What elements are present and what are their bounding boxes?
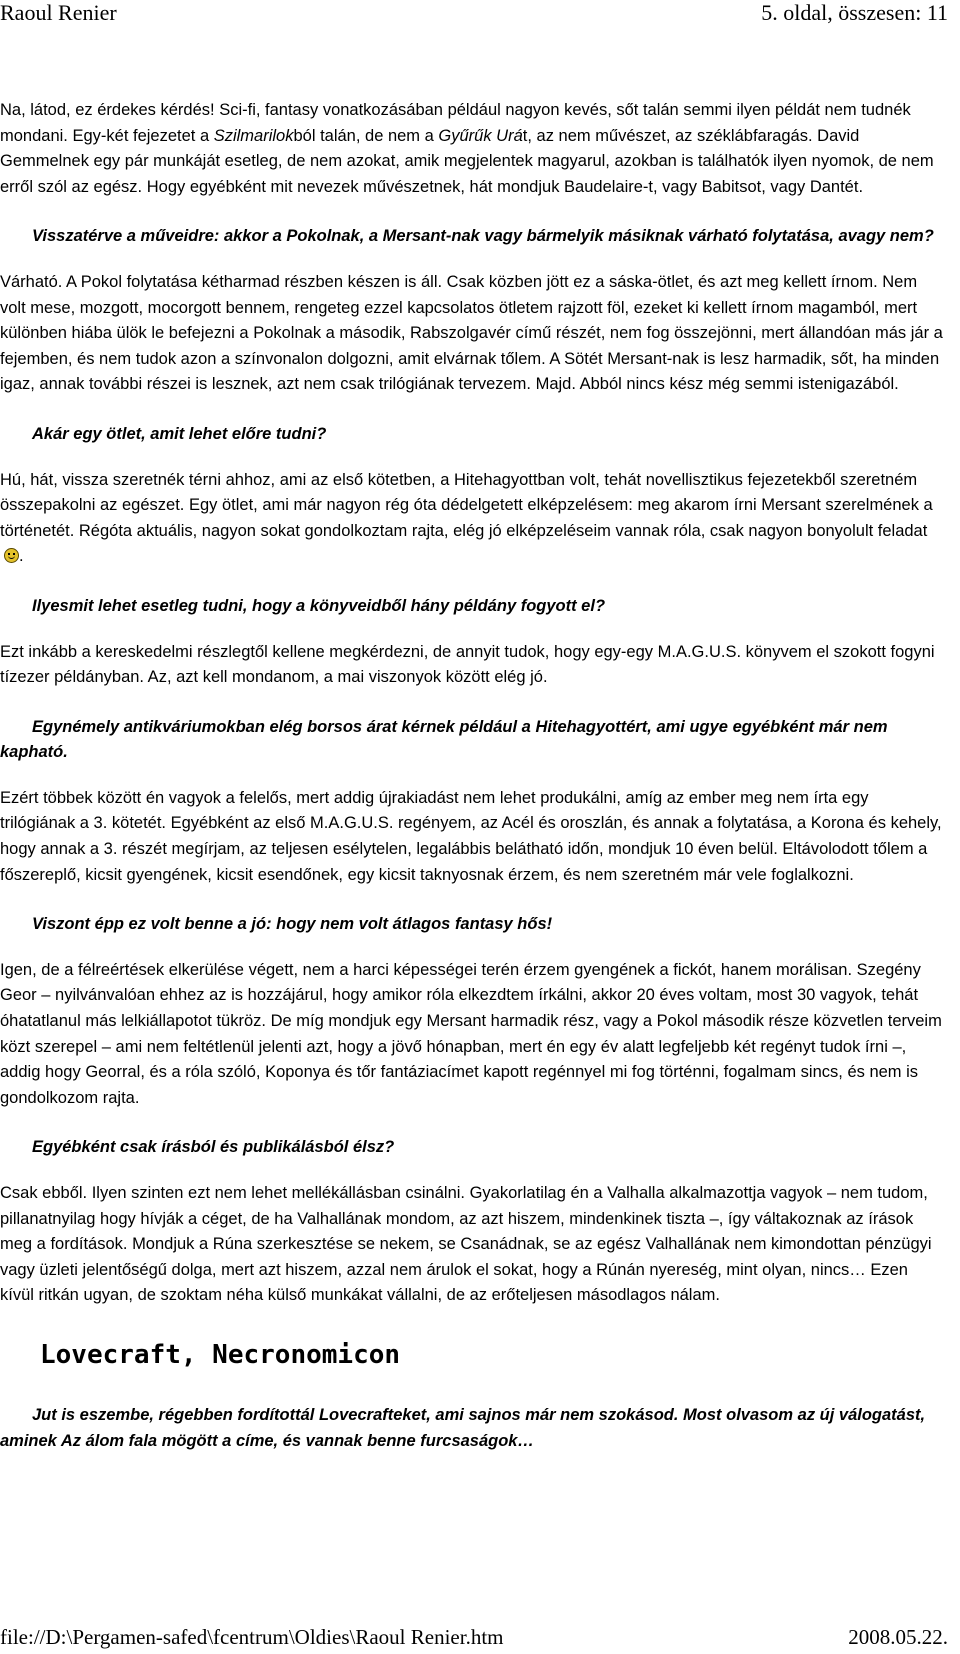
answer-paragraph: Ezért többek között én vagyok a felelős, mert addig újrakiadást nem lehet produkálni, amíg az ember meg nem írta egy trilógiának a 3. kötetét. Egyébként az első M.A.G.U.S. regényem, az Acél és oroszlán, és annak a folytatása, a Korona és kehely, hogy annak a 3. részét megírjam, az teljesen esélytelen, legalábbis belátható időn, mondjuk 10 éven belül. Eltávolodott tőlem a főszereplő, kicsit gyengének, kicsit esendőnek, egy kicsit taknyosnak érzem, és nem szeretném már vele foglalkozni. (0, 788, 942, 884)
interview-question: Viszont épp ez volt benne a jó: hogy nem volt átlagos fantasy hős! (32, 915, 553, 934)
interview-question: Akár egy ötlet, amit lehet előre tudni? (32, 424, 327, 443)
page-header (0, 0, 960, 30)
interview-question: Ilyesmit lehet esetleg tudni, hogy a könyveidből hány példány fogyott el? (32, 596, 606, 615)
book-title-silmarillion: Szilmarilok (213, 126, 294, 145)
smiley-icon (4, 548, 19, 563)
answer-paragraph (0, 468, 945, 570)
text-run: Hú, hát, vissza szeretnék térni ahhoz, ami az első kötetben, a Hitehagyottban volt, tehát novellisztikus fejezetekből szeretném összepakolni az egészet. Egy ötlet, ami már nagyon rég óta dédelgetett elképzelésem: meg akarom írni Mersant szerelmének a történetét. Régóta aktuális, nagyon sokat gondolkoztam rajta, elég jó elképzeléseim vannak róla, csak nagyon bonyolult feladat (0, 470, 933, 540)
interview-question: Egynémely antikváriumokban elég borsos árat kérnek például a Hitehagyottért, ami ugye egyébként már nem kapható. (0, 717, 888, 762)
footer-date: 2008.05.22. (848, 1625, 948, 1649)
answer-paragraph (0, 98, 945, 200)
interview-question: Visszatérve a műveidre: akkor a Pokolnak, a Mersant-nak vagy bármelyik másiknak várható folytatása, avagy nem? (32, 227, 934, 246)
text-run: t, az nem művészet, az széklábfaragás. David Gemmelnek egy pár munkáját esetleg, de nem azokat, amik megjelentek magyarul, azokban is találhatók ilyen nyomok, de nem erről szól az egész. Hogy egyébként mit nevezek művészetnek, hát mondjuk Baudelaire-t, vagy Babitsot, vagy Dantét. (0, 126, 934, 196)
answer-paragraph: Igen, de a félreértések elkerülése végett, nem a harci képességei terén érzem gyengének a fickót, hanem morálisan. Szegény Geor – nyilvánvalóan ehhez az is hozzájárul, hogy amikor róla elkezdtem írkálni, akkor 20 éves voltam, most 30 vagyok, tehát óhatatlanul más lelkiállapotot tükröz. De míg mondjuk egy Mersant harmadik rész, vagy a Pokol második része közvetlen terveim közt szerepel – ami nem feltétlenül jelenti azt, hogy a jövő hónapban, mert én egy év alatt legfeljebb két regényt tudok írni –, addig hogy Georral, és a róla szóló, Koponya és tőr fantáziacímet kapott regénnyel mi fog történni, fogalmam sincs, és nem is gondolkozom rajta. (0, 960, 942, 1107)
header-page-info: 5. oldal, összesen: 11 (761, 0, 948, 25)
article-body (0, 98, 945, 1474)
answer-paragraph: Ezt inkább a kereskedelmi részlegtől kellene megkérdezni, de annyit tudok, hogy egy-egy M.A.G.U.S. könyvem el szokott fogyni tízezer példányban. Az, azt kell mondanom, a mai viszonyok között elég jó. (0, 642, 935, 687)
text-run: . (19, 547, 24, 566)
text-run: ból talán, de nem a (293, 126, 439, 145)
text-run: Na, látod, ez érdekes kérdés! Sci-fi, fantasy vonatkozásában például nagyon kevés, sőt talán semmi ilyen példát nem tudnék mondani. Egy-két fejezetet a (0, 101, 911, 145)
header-author: Raoul Renier (0, 0, 117, 25)
interview-question: Jut is eszembe, régebben fordítottál Lovecrafteket, ami sajnos már nem szokásod. Most olvasom az új válogatást, aminek Az álom fala mögött a címe, és vannak benne furcsaságok… (0, 1405, 926, 1450)
section-heading: Lovecraft, Necronomicon (40, 1339, 401, 1370)
footer-path: file://D:\Pergamen-safed\fcentrum\Oldies\Raoul Renier.htm (0, 1625, 504, 1649)
answer-paragraph: Várható. A Pokol folytatása kétharmad részben készen is áll. Csak közben jött ez a sáska-ötlet, és azt meg kellett írnom. Nem volt mese, mozgott, mocorgott bennem, rengeteg ezzel kapcsolatos ötletem rajzott föl, ezeket ki kellett írnom magamból, mert különben hiába ülök le befejezni a Pokolnak a második, Rabszolgavér című részét, nem fog összejönni, mert állandóan más jár a fejemben, és nem tudok azon a színvonalon dolgozni, amit elvárnak tőlem. A Sötét Mersant-nak is lesz harmadik, sőt, ha minden igaz, annak további részei is lesznek, azt nem csak trilógiának tervezem. Majd. Abból nincs kész még semmi istenigazából. (0, 272, 943, 394)
answer-paragraph: Csak ebből. Ilyen szinten ezt nem lehet mellékállásban csinálni. Gyakorlatilag én a Valhalla alkalmazottja vagyok – nem tudom, pillanatnyilag hogy hívják a céget, de ha Valhallának mondom, az azt hiszem, mindenkinek tiszta –, így váltakoznak az írások meg a fordítások. Mondjuk a Rúna szerkesztése se nekem, se Csanádnak, se az egész Valhallának nem kimondottan pénzügyi vagy üzleti jelentőségű dolga, mert azt hiszem, azzal nem árulok el sokat, hogy a Rúnán nyereség, mint olyan, nincs… Ezen kívül ritkán ugyan, de szoktam néha külső munkákat vállalni, de az erőteljesen másodlagos nálam. (0, 1184, 932, 1305)
book-title-lotr: Gyűrűk Urá (438, 126, 523, 145)
interview-question: Egyébként csak írásból és publikálásból élsz? (32, 1138, 395, 1157)
page-footer (0, 1625, 960, 1654)
